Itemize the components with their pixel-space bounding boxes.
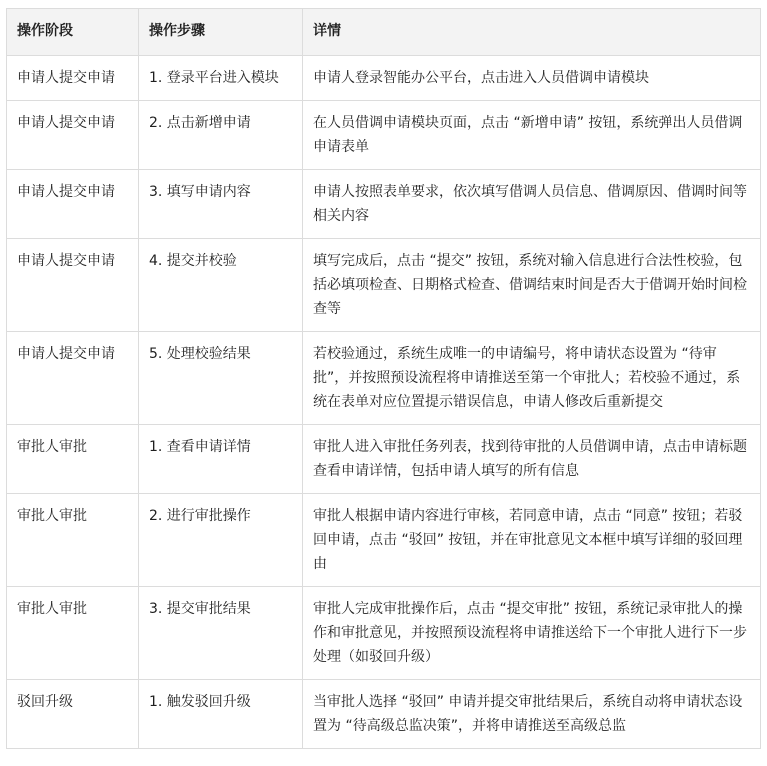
table-row	[7, 101, 761, 170]
cell-step: 3. 提交审批结果	[139, 587, 303, 680]
cell-step: 4. 提交并校验	[139, 239, 303, 332]
cell-detail: 填写完成后，点击 “提交” 按钮，系统对输入信息进行合法性校验，包括必填项检查、日期格式检查、借调结束时间是否大于借调开始时间检查等	[303, 239, 761, 332]
table-row	[7, 170, 761, 239]
table-row	[7, 425, 761, 494]
table-row	[7, 680, 761, 749]
table-row	[7, 494, 761, 587]
operation-flow-table	[6, 8, 761, 749]
cell-stage: 审批人审批	[7, 425, 139, 494]
header-stage: 操作阶段	[7, 9, 139, 56]
cell-step: 2. 点击新增申请	[139, 101, 303, 170]
cell-stage: 申请人提交申请	[7, 239, 139, 332]
cell-stage: 申请人提交申请	[7, 170, 139, 239]
cell-detail: 当审批人选择 “驳回” 申请并提交审批结果后，系统自动将申请状态设置为 “待高级总监决策”，并将申请推送至高级总监	[303, 680, 761, 749]
table-row	[7, 587, 761, 680]
cell-step: 2. 进行审批操作	[139, 494, 303, 587]
cell-stage: 审批人审批	[7, 587, 139, 680]
cell-detail: 审批人完成审批操作后，点击 “提交审批” 按钮，系统记录审批人的操作和审批意见，并按照预设流程将申请推送给下一个审批人进行下一步处理（如驳回升级）	[303, 587, 761, 680]
cell-stage: 驳回升级	[7, 680, 139, 749]
cell-stage: 申请人提交申请	[7, 101, 139, 170]
cell-detail: 审批人进入审批任务列表，找到待审批的人员借调申请，点击申请标题查看申请详情，包括申请人填写的所有信息	[303, 425, 761, 494]
cell-step: 3. 填写申请内容	[139, 170, 303, 239]
table-header	[7, 9, 761, 56]
table-body	[7, 56, 761, 749]
cell-detail: 若校验通过，系统生成唯一的申请编号，将申请状态设置为 “待审批”，并按照预设流程将申请推送至第一个审批人；若校验不通过，系统在表单对应位置提示错误信息，申请人修改后重新提交	[303, 332, 761, 425]
cell-stage: 申请人提交申请	[7, 332, 139, 425]
cell-stage: 申请人提交申请	[7, 56, 139, 101]
cell-step: 1. 触发驳回升级	[139, 680, 303, 749]
table-row	[7, 332, 761, 425]
cell-detail: 申请人按照表单要求，依次填写借调人员信息、借调原因、借调时间等相关内容	[303, 170, 761, 239]
cell-stage: 审批人审批	[7, 494, 139, 587]
cell-detail: 在人员借调申请模块页面，点击 “新增申请” 按钮，系统弹出人员借调申请表单	[303, 101, 761, 170]
table-row	[7, 239, 761, 332]
header-row	[7, 9, 761, 56]
table-row	[7, 56, 761, 101]
cell-step: 5. 处理校验结果	[139, 332, 303, 425]
cell-step: 1. 查看申请详情	[139, 425, 303, 494]
header-step: 操作步骤	[139, 9, 303, 56]
cell-step: 1. 登录平台进入模块	[139, 56, 303, 101]
cell-detail: 审批人根据申请内容进行审核，若同意申请，点击 “同意” 按钮；若驳回申请，点击 “驳回” 按钮，并在审批意见文本框中填写详细的驳回理由	[303, 494, 761, 587]
header-detail: 详情	[303, 9, 761, 56]
cell-detail: 申请人登录智能办公平台，点击进入人员借调申请模块	[303, 56, 761, 101]
